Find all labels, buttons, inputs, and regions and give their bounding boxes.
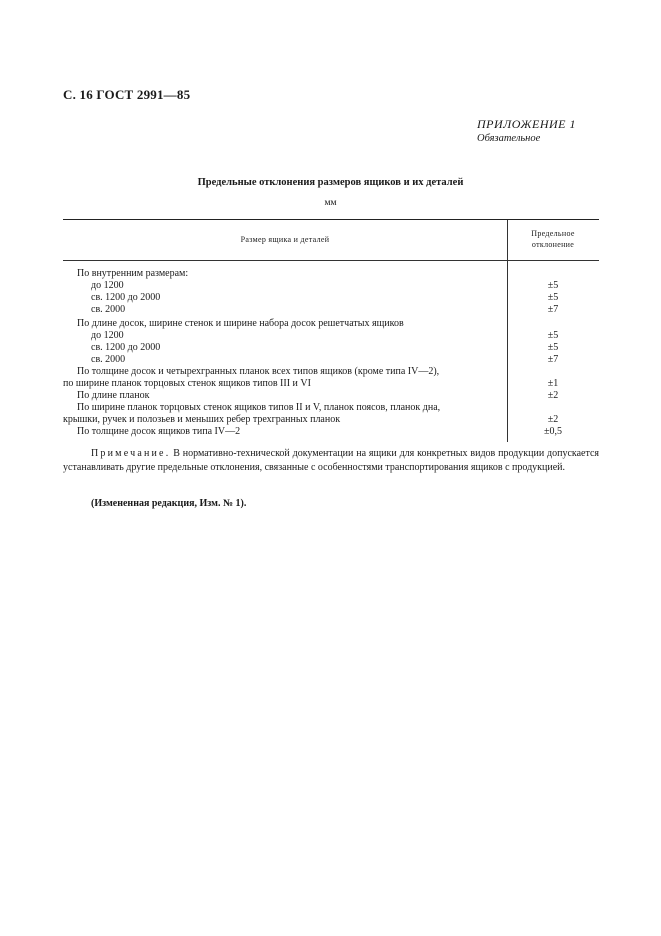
table-row [63, 414, 599, 426]
row-label: до 1200 [91, 280, 124, 291]
table-row [63, 318, 599, 330]
column-header-deviation [507, 229, 599, 250]
row-value: ±5 [547, 292, 559, 303]
column-header-deviation-line2: отклонение [531, 239, 575, 249]
row-label: По внутренним размерам: [77, 268, 189, 279]
table-row [63, 426, 599, 438]
row-label: до 1200 [91, 330, 124, 341]
row-value: ±0,5 [544, 426, 562, 437]
header-divider [63, 260, 599, 261]
row-label: По ширине планок торцовых стенок ящиков типов II и V, планок поясов, планок дна, [77, 402, 441, 413]
row-label: По толщине досок ящиков типа IV—2 [77, 426, 241, 437]
appendix-label [477, 117, 576, 144]
row-value: ±2 [547, 414, 559, 425]
table-title: Предельные отклонения размеров ящиков и их деталей [197, 177, 464, 188]
table-row [63, 304, 599, 316]
row-value: ±7 [547, 354, 559, 365]
table-row [63, 292, 599, 304]
table-row [63, 280, 599, 292]
row-value: ±5 [547, 330, 559, 341]
amendment-note: (Измененная редакция, Изм. № 1). [91, 498, 247, 509]
row-label: св. 1200 до 2000 [91, 292, 161, 303]
table-row [63, 366, 599, 378]
page-header: С. 16 ГОСТ 2991—85 [63, 87, 191, 102]
table-unit: мм [324, 198, 337, 208]
row-label: по ширине планок торцовых стенок ящиков типов III и VI [63, 378, 311, 389]
note-text: В нормативно-технической документации на ящики для конкретных видов продукции допускается устанавливать другие предельные отклонения, связанные с особенностями транспортирования ящиков с продукцией. [63, 448, 599, 473]
appendix-subtitle: Обязательное [477, 133, 541, 144]
row-label: По толщине досок и четырехгранных планок всех типов ящиков (кроме типа IV—2), [77, 366, 440, 377]
appendix-title: ПРИЛОЖЕНИЕ 1 [477, 117, 576, 131]
row-label: св. 2000 [91, 304, 126, 315]
table-row [63, 390, 599, 402]
row-label: По длине планок [77, 390, 150, 401]
row-value: ±2 [547, 390, 559, 401]
table-row [63, 378, 599, 390]
row-label: св. 1200 до 2000 [91, 342, 161, 353]
row-value: ±1 [547, 378, 559, 389]
table-row [63, 342, 599, 354]
note-paragraph [63, 447, 599, 475]
table-row [63, 354, 599, 366]
deviations-table [63, 219, 599, 442]
table-row [63, 402, 599, 414]
row-value: ±7 [547, 304, 559, 315]
row-label: св. 2000 [91, 354, 126, 365]
row-value: ±5 [547, 342, 559, 353]
row-label: По длине досок, ширине стенок и ширине набора досок решетчатых ящиков [77, 318, 404, 329]
table-row [63, 330, 599, 342]
row-label: крышки, ручек и полозьев и меньших ребер трехгранных планок [63, 414, 341, 425]
column-header-deviation-line1: Предельное [531, 229, 575, 238]
note-lead: Примечание. [91, 448, 171, 459]
row-value: ±5 [547, 280, 559, 291]
table-row [63, 268, 599, 280]
column-header-size: Размер ящика и деталей [240, 235, 330, 244]
